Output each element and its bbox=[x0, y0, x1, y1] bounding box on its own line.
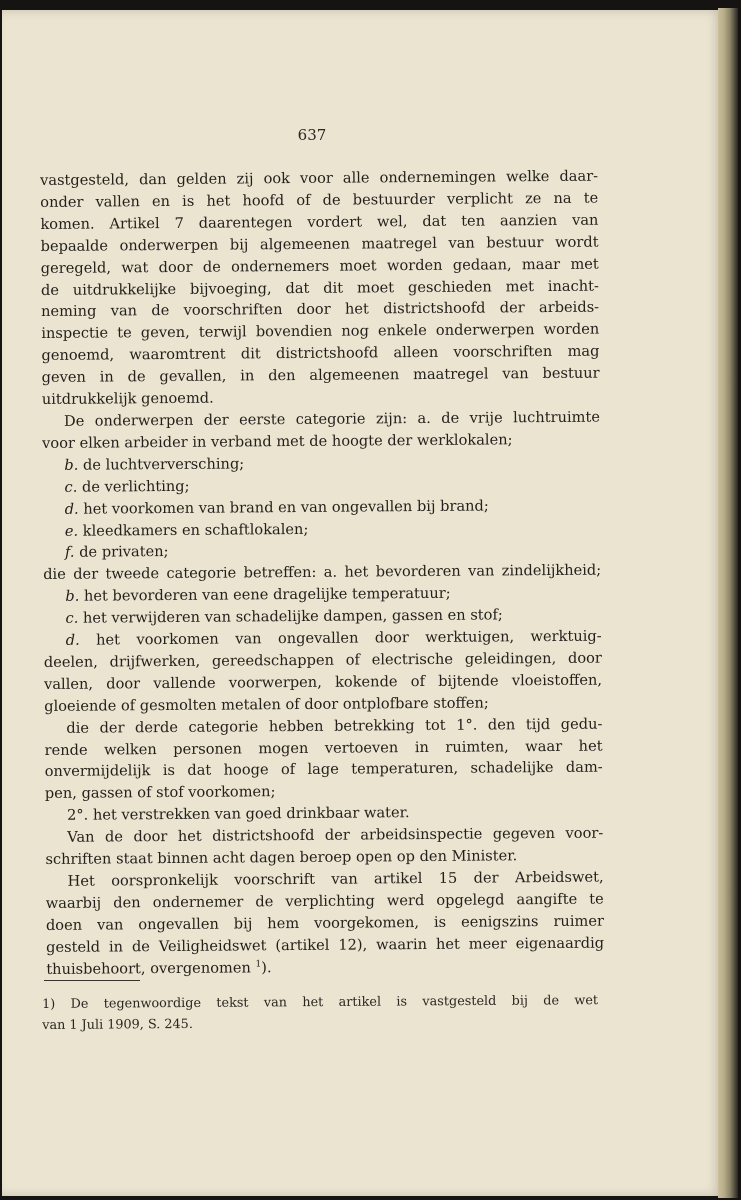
list-marker: c. bbox=[64, 478, 78, 496]
line-text: Het oorspronkelijk voorschrift van artikel 15 der Arbeidswet, bbox=[67, 868, 604, 890]
text-line bbox=[42, 363, 600, 389]
line-text: pen, gassen of stof voorkomen; bbox=[44, 783, 276, 803]
line-text: die der tweede categorie betreffen: a. het bevorderen van zindelijkheid; bbox=[43, 561, 602, 584]
line-text: gesteld in de Veiligheidswet (artikel 12), waarin het meer eigenaardig bbox=[46, 934, 605, 956]
line-text: het voorkomen van brand en van ongevallen bij brand; bbox=[83, 497, 489, 518]
line-text: vastgesteld, dan gelden zij ook voor alle ondernemingen welke daar- bbox=[40, 167, 599, 189]
line-text: die der derde categorie hebben betrekking tot 1°. den tijd gedu- bbox=[66, 715, 603, 737]
book-page bbox=[2, 10, 722, 1196]
line-tail: ). bbox=[261, 958, 272, 976]
line-text: Van de door het districtshoofd der arbeidsinspectie gegeven voor- bbox=[67, 824, 604, 846]
footnote bbox=[42, 990, 598, 1036]
line-text: voor elken arbeider in verband met de hoogte der werklokalen; bbox=[42, 431, 513, 452]
line-text: onder vallen en is het hoofd of de bestuurder verplicht ze na te bbox=[40, 189, 599, 211]
line-text: geven in de gevallen, in den algemeenen maatregel van bestuur bbox=[41, 364, 600, 387]
line-text: genoemd, waaromtrent dit districtshoofd alleen voorschriften mag bbox=[41, 342, 600, 365]
line-text: inspectie te geven, terwijl bovendien nog enkele onderwerpen worden bbox=[41, 320, 600, 343]
line-text: onvermijdelijk is dat hooge of lage temperaturen, schadelijke dam- bbox=[44, 759, 603, 781]
line-text: deelen, drijfwerken, gereedschappen of electrische geleidingen, door bbox=[43, 649, 602, 671]
line-text: thuisbehoort, overgenomen bbox=[46, 958, 251, 978]
page-edge bbox=[718, 8, 738, 1198]
footnote-line-1: 1) De tegenwoordige tekst van het artikel is vastgesteld bij de wet bbox=[42, 993, 599, 1012]
line-text: het verwijderen van schadelijke dampen, gassen en stof; bbox=[82, 606, 503, 627]
line-text: 2°. het verstrekken van goed drinkbaar water. bbox=[67, 804, 410, 825]
text-line bbox=[45, 823, 603, 849]
text-line bbox=[46, 932, 604, 958]
text-line bbox=[44, 669, 602, 695]
line-text: schriften staat binnen acht dagen beroep open op den Minister. bbox=[45, 847, 518, 869]
page-number: 637 bbox=[297, 126, 327, 144]
text-line bbox=[42, 407, 600, 433]
line-text: de privaten; bbox=[79, 543, 169, 562]
list-marker: c. bbox=[65, 609, 79, 627]
line-text: gloeiende of gesmolten metalen of door ontplofbare stoffen; bbox=[44, 694, 489, 715]
text-line bbox=[46, 954, 604, 980]
list-marker: e. bbox=[64, 522, 79, 540]
footnote-ref: 1 bbox=[255, 959, 262, 970]
list-marker: f. bbox=[64, 544, 75, 562]
line-text: komen. Artikel 7 daarentegen vordert wel, dat ten aanzien van bbox=[40, 211, 599, 233]
line-text: de verlichting; bbox=[81, 477, 190, 496]
list-marker: d. bbox=[64, 500, 79, 518]
line-text: vallen, door vallende voorwerpen, kokende of bijtende vloeistoffen, bbox=[43, 671, 603, 693]
list-marker: b. bbox=[65, 587, 80, 606]
line-text: de luchtverversching; bbox=[82, 455, 245, 474]
line-text: De onderwerpen der eerste categorie zijn: a. de vrije luchtruimte bbox=[63, 408, 601, 430]
footnote-line-2: van 1 Juli 1909, S. 245. bbox=[42, 1016, 193, 1033]
line-text: geregeld, wat door de ondernemers moet worden gedaan, maar met bbox=[40, 255, 599, 277]
list-marker: d. bbox=[65, 631, 80, 649]
body-text bbox=[40, 166, 604, 981]
line-text: neming van de voorschriften door het districtshoofd der arbeids- bbox=[41, 299, 600, 321]
line-text: rende welken personen mogen vertoeven in ruimten, waar het bbox=[44, 737, 603, 759]
line-text: het voorkomen van ongevallen door werktuigen, werktuig- bbox=[96, 627, 602, 649]
line-text: de uitdrukkelijke bijvoeging, dat dit moet geschieden met inacht- bbox=[40, 277, 599, 299]
line-text: uitdrukkelijk genoemd. bbox=[41, 389, 214, 409]
list-marker: b. bbox=[64, 456, 79, 474]
line-text: bepaalde onderwerpen bij algemeenen maatregel van bestuur wordt bbox=[40, 233, 599, 255]
line-text: doen van ongevallen bij hem voorgekomen, is eenigszins ruimer bbox=[45, 912, 604, 934]
line-text: waarbij den ondernemer de verplichting werd opgelegd aangifte te bbox=[45, 890, 604, 912]
footnote-rule bbox=[44, 980, 140, 981]
line-text: kleedkamers en schaftlokalen; bbox=[82, 520, 309, 540]
text-line bbox=[43, 560, 601, 586]
line-text: het bevorderen van eene dragelijke temperatuur; bbox=[83, 585, 451, 605]
